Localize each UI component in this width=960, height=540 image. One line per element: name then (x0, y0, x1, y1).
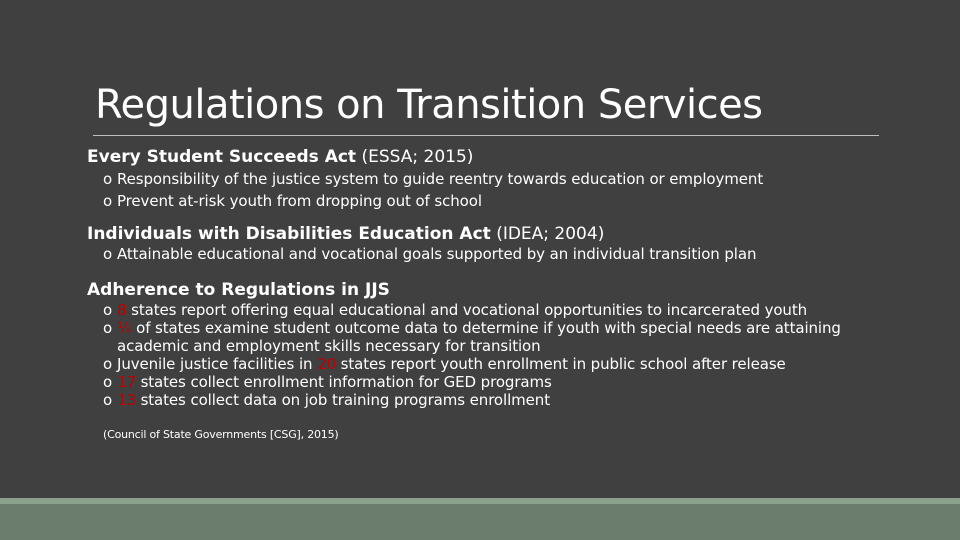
bullet-marker: o (103, 245, 113, 263)
section-heading (87, 223, 887, 245)
list-item (103, 355, 893, 373)
bullet-text: Prevent at-risk youth from dropping out of school (117, 192, 482, 210)
bullet-marker: o (103, 373, 113, 391)
section-idea (87, 223, 887, 263)
slide-title: Regulations on Transition Services (95, 82, 763, 128)
list-item (103, 301, 893, 319)
bullet-text: states report offering equal educational and vocational opportunities to incarcerated youth (131, 301, 808, 319)
highlight-number: 8 (117, 301, 127, 319)
bullet-marker: o (103, 192, 113, 210)
citation: (Council of State Governments [CSG], 2015) (103, 428, 339, 441)
highlight-number: 13 (117, 391, 136, 409)
heading-bold: Every Student Succeeds Act (87, 147, 357, 167)
highlight-number: 17 (117, 373, 136, 391)
bullet-marker: o (103, 170, 113, 188)
bullet-prefix: Juvenile justice facilities in (117, 355, 313, 373)
list-item (103, 319, 893, 355)
bullet-marker: o (103, 301, 113, 319)
bullet-text: states report youth enrollment in public school after release (340, 355, 786, 373)
title-underline (93, 135, 879, 136)
heading-paren: (IDEA; 2004) (496, 224, 605, 244)
bullet-text: Attainable educational and vocational goals supported by an individual transition plan (117, 245, 757, 263)
heading-paren: (ESSA; 2015) (361, 147, 474, 167)
list-item (103, 192, 887, 210)
bullet-text: Responsibility of the justice system to guide reentry towards education or employment (117, 170, 764, 188)
list-item (103, 391, 893, 409)
heading-bold: Individuals with Disabilities Education Act (87, 224, 491, 244)
section-essa (87, 146, 887, 210)
bullet-text: of states examine student outcome data to determine if youth with special needs are attaining academic and employment skills necessary for transition (117, 319, 841, 355)
footer-bar (0, 504, 960, 540)
list-item (103, 373, 893, 391)
bullet-text: states collect enrollment information for GED programs (140, 373, 552, 391)
heading-bold: Adherence to Regulations in JJS (87, 280, 390, 300)
highlight-number: ¼ (117, 319, 132, 337)
section-jjs (87, 279, 887, 409)
bullet-marker: o (103, 391, 113, 409)
bullet-marker: o (103, 355, 113, 373)
highlight-number: 20 (317, 355, 336, 373)
list-item (103, 245, 887, 263)
section-heading (87, 146, 887, 168)
bullet-text: states collect data on job training programs enrollment (140, 391, 550, 409)
bullet-marker: o (103, 319, 113, 337)
list-item (103, 170, 887, 188)
section-heading (87, 279, 887, 301)
